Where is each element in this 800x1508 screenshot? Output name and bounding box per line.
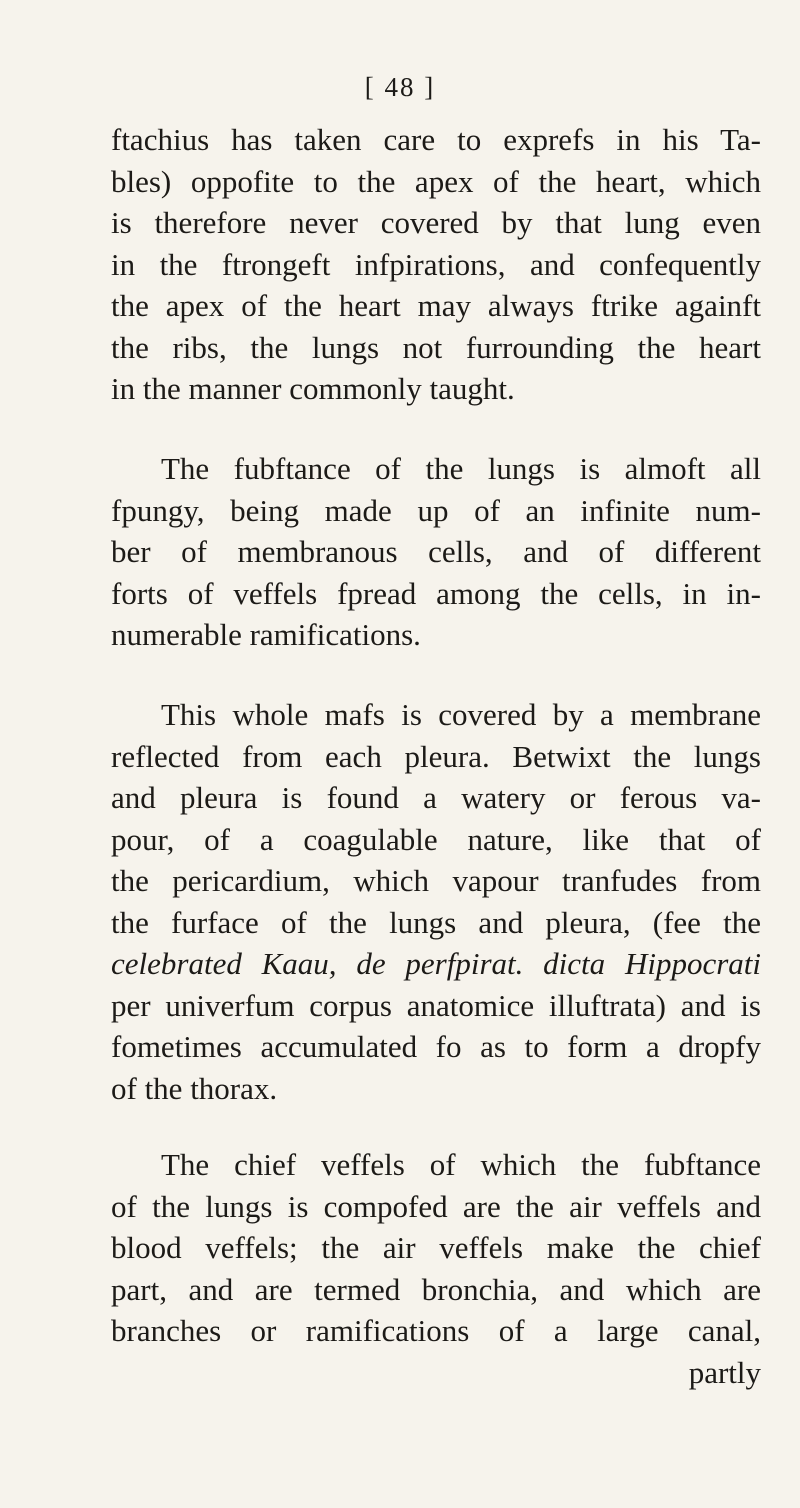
text-line: The fubftance of the lungs is almoft all bbox=[161, 451, 761, 486]
text-line: ber of membranous cells, and of different bbox=[111, 534, 761, 569]
text-line: blood veffels; the air veffels make the chief bbox=[111, 1230, 761, 1265]
text-line: fpungy, being made up of an infinite num- bbox=[111, 492, 761, 528]
text-line: fometimes accumulated fo as to form a dropfy bbox=[111, 1029, 761, 1064]
paragraph-2 bbox=[111, 448, 761, 656]
text-line: and pleura is found a watery or ferous va- bbox=[111, 780, 761, 815]
text-line: the apex of the heart may always ftrike againft bbox=[111, 288, 761, 323]
text-line: bles) oppofite to the apex of the heart, which bbox=[111, 163, 761, 199]
text-line: in the ftrongeft infpirations, and confequently bbox=[111, 246, 761, 282]
text-line: in the manner commonly taught. bbox=[111, 371, 515, 406]
page-number: [ 48 ] bbox=[364, 72, 436, 102]
text-line: of the thorax. bbox=[111, 1070, 278, 1106]
text-line: The chief veffels of which the fubftance bbox=[161, 1147, 761, 1182]
text-line: branches or ramifications of a large canal, bbox=[111, 1313, 761, 1348]
text-line: numerable ramifications. bbox=[111, 617, 421, 652]
text-line: pour, of a coagulable nature, like that of bbox=[111, 821, 761, 857]
text-line: per univerfum corpus anatomice illuftrata) and is bbox=[111, 987, 761, 1023]
text-line: of the lungs is compofed are the air veffels and bbox=[111, 1188, 761, 1224]
catchword: partly bbox=[688, 1354, 761, 1390]
paragraph-1 bbox=[111, 119, 761, 410]
paragraph-3 bbox=[111, 694, 761, 1109]
paragraph-4 bbox=[111, 1144, 761, 1393]
text-line: forts of veffels fpread among the cells, in in- bbox=[111, 575, 761, 611]
text-line: This whole mafs is covered by a membrane bbox=[161, 697, 761, 732]
text-line: is therefore never covered by that lung even bbox=[111, 205, 761, 240]
text-line: the ribs, the lungs not furrounding the heart bbox=[111, 329, 761, 365]
text-line-italic: celebrated Kaau, de perfpirat. dicta Hippocrati bbox=[111, 946, 761, 981]
text-line: the furface of the lungs and pleura, (fee the bbox=[111, 904, 761, 940]
text-line: the pericardium, which vapour tranfudes from bbox=[111, 863, 761, 898]
text-line: part, and are termed bronchia, and which are bbox=[111, 1271, 761, 1307]
text-line: reflected from each pleura. Betwixt the lungs bbox=[111, 738, 761, 774]
text-line: ftachius has taken care to exprefs in his Ta- bbox=[111, 122, 761, 157]
